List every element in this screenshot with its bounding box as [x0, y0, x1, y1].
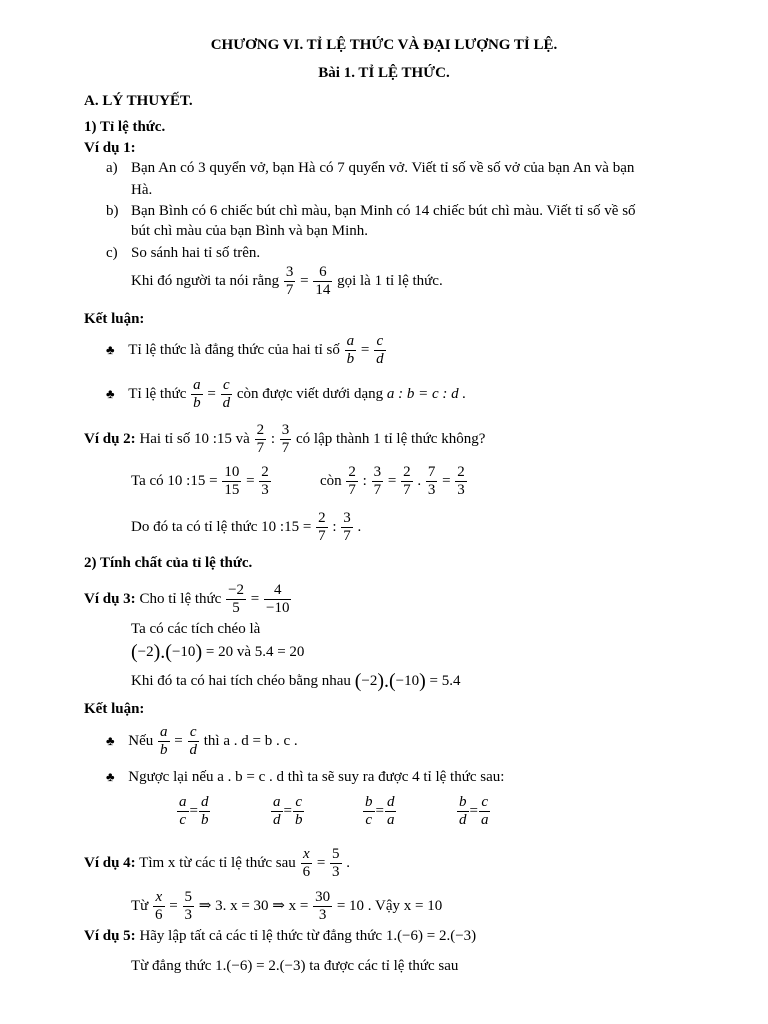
question-text: có lập thành 1 tỉ lệ thức không?	[296, 430, 486, 447]
equals-sign: =	[300, 272, 309, 289]
example-question	[84, 846, 350, 881]
math-term: −2	[137, 644, 154, 660]
math-term: −10	[171, 644, 196, 660]
bullet-text: Tỉ lệ thức	[128, 385, 187, 402]
equals-sign: =	[316, 854, 326, 871]
fraction: $\frac{30}{3}$	[315, 889, 331, 923]
conclusion-label: Kết luận:	[84, 701, 145, 717]
math-term: = 20 và 5.4 = 20	[202, 644, 305, 660]
fraction: $\frac{3}{7}$	[285, 264, 294, 298]
math-expression: a : b = c : d .	[386, 385, 467, 402]
equation-text: Từ	[131, 897, 149, 914]
lesson-title: Bài 1. TỈ LỆ THỨC.	[318, 65, 450, 81]
club-bullet-icon: ♣	[106, 341, 115, 357]
fraction: $\frac{2}{7}$	[403, 464, 411, 498]
fraction: $\frac{3}{7}$	[343, 510, 351, 544]
fraction: $\frac{c}{d}$	[376, 333, 384, 367]
equation-line	[131, 957, 458, 975]
equals-sign: =	[174, 732, 183, 749]
list-item-text: So sánh hai tỉ số trên.	[131, 245, 261, 261]
fraction: $\frac{x}{6}$	[155, 889, 163, 923]
equals-sign: =	[442, 472, 451, 489]
fraction: $\frac{-2}{5}$	[228, 582, 245, 616]
fraction: $\frac{2}{3}$	[457, 464, 465, 498]
math-term: −10	[395, 673, 420, 689]
math-expression: 1.(−6) = 2.(−3)	[385, 928, 477, 944]
equation-text: gọi là 1 tỉ lệ thức.	[337, 272, 443, 289]
math-expression: ⇒ 3. x = 30 ⇒ x =	[198, 897, 309, 914]
equals-sign: =	[246, 472, 255, 489]
fraction: $\frac{6}{14}$	[315, 264, 331, 298]
fraction: $\frac{a}{d}$	[273, 794, 281, 828]
paren-close: )	[195, 641, 203, 663]
equation-line	[131, 672, 461, 690]
equals-sign: =	[189, 802, 198, 819]
question-text: Tìm x từ các tỉ lệ thức sau	[139, 854, 296, 871]
club-bullet-icon: ♣	[106, 732, 115, 748]
example-question	[84, 927, 476, 945]
fraction: $\frac{x}{6}$	[302, 846, 311, 880]
math-term: = 5.4	[425, 673, 461, 689]
example-label: Ví dụ 3:	[84, 590, 136, 607]
list-marker: b)	[106, 203, 119, 219]
fraction: $\frac{c}{d}$	[222, 377, 231, 411]
equation-line	[320, 464, 468, 499]
paren-open: (	[131, 641, 138, 663]
fraction: $\frac{3}{7}$	[373, 464, 382, 498]
fraction: $\frac{a}{b}$	[160, 724, 168, 758]
equals-sign: =	[360, 341, 370, 358]
paren-join: ).(	[153, 641, 172, 663]
colon-sign: :	[270, 430, 276, 447]
equation-line	[131, 464, 272, 499]
list-item-text: Bạn Bình có 6 chiếc bút chì màu, bạn Minh có 14 chiếc bút chì màu. Viết tỉ số về số	[131, 203, 636, 219]
fraction: $\frac{a}{b}$	[193, 377, 201, 411]
fraction: $\frac{2}{7}$	[318, 510, 326, 544]
fraction: $\frac{c}{a}$	[480, 794, 489, 828]
fraction: $\frac{d}{a}$	[386, 794, 395, 828]
body-text: Ta có các tích chéo là	[131, 621, 261, 637]
equation-line	[131, 889, 442, 924]
club-bullet-icon: ♣	[106, 385, 115, 401]
list-item-text: Bạn An có 3 quyển vở, bạn Hà có 7 quyển vở. Viết tỉ số về số vở của bạn An và bạn	[131, 160, 635, 176]
proportion	[270, 794, 305, 829]
bullet-text: thì a . d = b . c .	[203, 732, 298, 749]
fraction: $\frac{2}{3}$	[261, 464, 269, 498]
example-label: Ví dụ 2:	[84, 430, 136, 447]
list-item-text: Hà.	[131, 182, 153, 198]
fraction: $\frac{4}{-10}$	[266, 582, 290, 616]
example-label: Ví dụ 4:	[84, 854, 136, 871]
question-text: Cho tỉ lệ thức	[139, 590, 222, 607]
conclusion-item	[106, 724, 298, 759]
fraction: $\frac{d}{b}$	[200, 794, 209, 828]
equation-text: Ta có 10 :15 =	[131, 472, 218, 489]
equation-text: Từ đẳng thức	[131, 958, 212, 974]
fraction: $\frac{a}{b}$	[346, 333, 355, 367]
fraction: $\frac{5}{3}$	[184, 889, 193, 923]
list-marker: c)	[106, 245, 118, 261]
dot-sign: .	[417, 472, 422, 489]
proportion	[456, 794, 491, 829]
equals-sign: =	[387, 472, 397, 489]
equation-text: Do đó ta có tỉ lệ thức 10 :15 =	[131, 518, 312, 535]
math-term: −2	[361, 673, 378, 689]
bullet-text: Nếu	[128, 732, 154, 749]
bullet-text: Tỉ lệ thức là đẳng thức của hai tỉ số	[128, 341, 340, 358]
equation-text: ta được các tỉ lệ thức sau	[309, 958, 459, 974]
section-heading: A. LÝ THUYẾT.	[84, 93, 193, 109]
equals-sign: =	[283, 802, 292, 819]
fraction: $\frac{2}{7}$	[256, 422, 265, 456]
fraction: $\frac{5}{3}$	[332, 846, 340, 880]
question-text: Hãy lập tất cả các tỉ lệ thức từ đẳng thức	[139, 928, 383, 944]
example-label: Ví dụ 1:	[84, 140, 136, 156]
fraction: $\frac{2}{7}$	[348, 464, 356, 498]
fraction: $\frac{b}{d}$	[459, 794, 467, 828]
equation-line	[131, 643, 304, 661]
equation-text: còn	[320, 472, 342, 489]
example-question	[84, 582, 292, 617]
club-bullet-icon: ♣	[106, 769, 115, 784]
proportion	[176, 794, 211, 829]
conclusion-label: Kết luận:	[84, 311, 145, 327]
list-item-text: bút chì màu của bạn Bình và bạn Minh.	[131, 223, 369, 239]
equals-sign: =	[250, 590, 260, 607]
fraction: $\frac{c}{b}$	[294, 794, 303, 828]
conclusion-item	[106, 377, 466, 412]
equation-line	[131, 264, 443, 299]
math-expression: = 10 . Vậy x = 10	[336, 897, 443, 914]
example-label: Ví dụ 5:	[84, 928, 136, 944]
paren-close: )	[419, 670, 426, 692]
fraction: $\frac{10}{15}$	[224, 464, 240, 498]
list-marker: a)	[106, 160, 118, 176]
paren-open: (	[354, 670, 362, 692]
colon-sign: :	[362, 472, 367, 489]
chapter-title: CHƯƠNG VI. TỈ LỆ THỨC VÀ ĐẠI LƯỢNG TỈ LỆ.	[210, 37, 558, 53]
equals-sign: =	[169, 897, 178, 914]
example-question	[84, 422, 485, 457]
fraction: $\frac{7}{3}$	[427, 464, 436, 498]
conclusion-item	[106, 768, 504, 786]
subsection-heading: 1) Tỉ lệ thức.	[84, 119, 166, 135]
equals-sign: =	[469, 802, 478, 819]
proportion	[362, 794, 397, 829]
fraction: $\frac{3}{7}$	[281, 422, 290, 456]
conclusion-item	[106, 333, 387, 368]
equation-line	[131, 510, 361, 545]
bullet-text: còn được viết dưới dạng	[236, 385, 384, 402]
fraction: $\frac{a}{c}$	[179, 794, 187, 828]
paren-join: ).(	[377, 670, 396, 692]
math-expression: 1.(−6) = 2.(−3)	[215, 958, 306, 974]
equation-text: .	[357, 518, 362, 535]
question-text: Hai tỉ số 10 :15 và	[139, 430, 250, 447]
equals-sign: =	[207, 385, 216, 402]
subsection-heading: 2) Tính chất của tỉ lệ thức.	[84, 555, 253, 571]
question-text: .	[346, 854, 351, 871]
equals-sign: =	[375, 802, 384, 819]
fraction: $\frac{c}{d}$	[189, 724, 197, 758]
equation-text: Khi đó ta có hai tích chéo bằng nhau	[131, 673, 355, 689]
equation-text: Khi đó người ta nói rằng	[131, 272, 280, 289]
fraction: $\frac{b}{c}$	[365, 794, 373, 828]
bullet-text: Ngược lại nếu a . b = c . d thì ta sẽ suy ra được 4 tỉ lệ thức sau:	[128, 769, 505, 785]
colon-sign: :	[332, 518, 337, 535]
